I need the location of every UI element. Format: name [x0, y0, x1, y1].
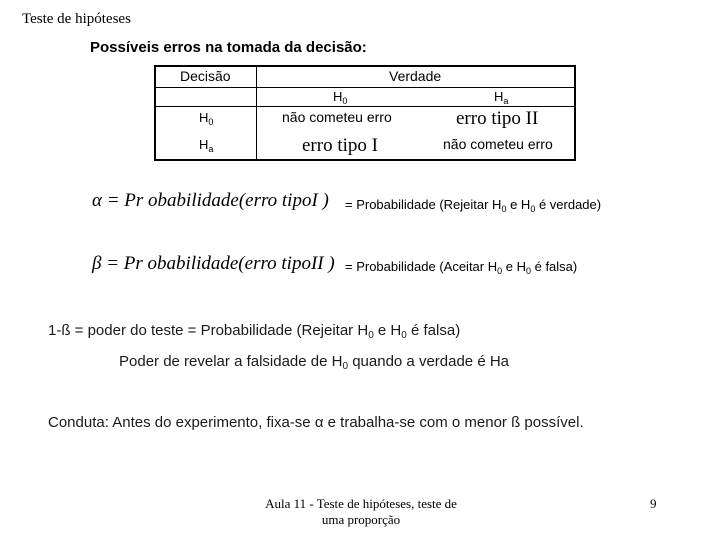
alpha-formula: α = Pr obabilidade(erro tipoI ): [92, 190, 329, 211]
table-cell-ha-h0: erro tipo I: [302, 135, 378, 156]
table-cell-h0-ha: erro tipo II: [456, 108, 539, 129]
power-definition: 1-ß = poder do teste = Probabilidade (Rejeitar $H_0$ e $H_0$ é falsa): [48, 322, 461, 341]
table-row-label-h0: $H_0$: [199, 110, 214, 127]
alpha-definition: = Probabilidade (Rejeitar $H_0$ e $H_0$ é verdade): [345, 197, 602, 214]
conduct-text: Conduta: Antes do experimento, fixa-se α e trabalha-se com o menor ß possível.: [48, 414, 584, 431]
table-cell-h0-h0: não cometeu erro: [282, 109, 392, 125]
table-subheader-h0: $H_0$: [333, 89, 348, 106]
beta-definition: = Probabilidade (Aceitar $H_0$ e $H_0$ é falsa): [345, 259, 578, 276]
table-subheader-ha: $H_a$: [494, 89, 509, 106]
section-heading: Possíveis erros na tomada da decisão:: [90, 39, 367, 56]
table-divider-vertical: [256, 66, 257, 160]
power-explanation: Poder de revelar a falsidade de $H_0$ quando a verdade é Ha: [119, 353, 510, 372]
table-header-decisao: Decisão: [180, 68, 231, 84]
page-number: 9: [650, 496, 657, 511]
table-divider-subheader: [155, 106, 575, 107]
footer-text: Aula 11 - Teste de hipóteses, teste de uma proporção: [265, 496, 457, 527]
table-divider-header: [155, 87, 575, 88]
table-cell-ha-ha: não cometeu erro: [443, 136, 553, 152]
table-header-verdade: Verdade: [389, 68, 442, 84]
beta-formula: β = Pr obabilidade(erro tipoII ): [92, 253, 335, 274]
slide-title: Teste de hipóteses: [22, 11, 131, 27]
table-row-label-ha: $H_a$: [199, 137, 214, 154]
